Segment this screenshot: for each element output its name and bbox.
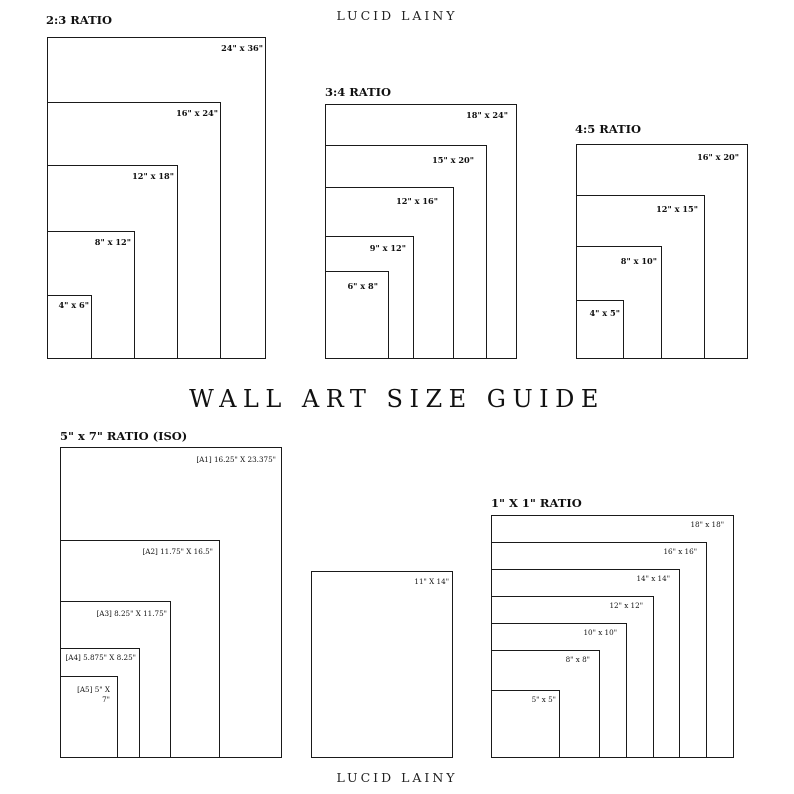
size-label-a5: [A5] 5" X 7"	[77, 685, 110, 704]
size-label-18x24: 18" x 24"	[466, 110, 508, 120]
size-label-8x12: 8" x 12"	[94, 237, 131, 247]
size-label-16x16: 16" x 16"	[663, 547, 697, 556]
size-label-4x6: 4" x 6"	[58, 300, 89, 310]
size-label-18x18: 18" x 18"	[690, 520, 724, 529]
section-label-3-4: 3:4 RATIO	[325, 85, 392, 99]
size-label-a1: [A1] 16.25" X 23.375"	[196, 455, 276, 464]
size-label-12x18: 12" x 18"	[132, 171, 174, 181]
size-label-15x20: 15" x 20"	[432, 155, 474, 165]
size-label-11x14: 11" X 14"	[414, 577, 449, 586]
size-label-10x10: 10" x 10"	[583, 628, 617, 637]
size-label-12x15: 12" x 15"	[656, 204, 698, 214]
size-label-14x14: 14" x 14"	[636, 574, 670, 583]
page-title: WALL ART SIZE GUIDE	[189, 385, 605, 413]
section-label-2-3: 2:3 RATIO	[46, 13, 113, 27]
size-label-24x36: 24" x 36"	[221, 43, 263, 53]
brand-bottom: LUCID LAINY	[336, 770, 458, 785]
size-label-a2: [A2] 11.75" X 16.5"	[142, 547, 213, 556]
section-label-1-1: 1" X 1" RATIO	[491, 496, 582, 510]
size-label-16x20: 16" x 20"	[697, 152, 739, 162]
size-label-12x16: 12" x 16"	[396, 196, 438, 206]
frame-11x14	[311, 571, 453, 758]
size-label-5x5: 5" x 5"	[531, 695, 556, 704]
size-label-a4: [A4] 5.875" X 8.25"	[65, 653, 136, 662]
brand-top: LUCID LAINY	[336, 8, 458, 23]
size-label-4x5: 4" x 5"	[589, 308, 620, 318]
size-label-8x10: 8" x 10"	[620, 256, 657, 266]
size-label-a3: [A3] 8.25" X 11.75"	[96, 609, 167, 618]
size-label-12x12: 12" x 12"	[609, 601, 643, 610]
size-label-9x12: 9" x 12"	[369, 243, 406, 253]
size-label-6x8: 6" x 8"	[347, 281, 378, 291]
section-label-iso: 5" x 7" RATIO (ISO)	[60, 429, 188, 443]
size-label-8x8: 8" x 8"	[565, 655, 590, 664]
size-label-16x24: 16" x 24"	[176, 108, 218, 118]
section-label-4-5: 4:5 RATIO	[575, 122, 642, 136]
